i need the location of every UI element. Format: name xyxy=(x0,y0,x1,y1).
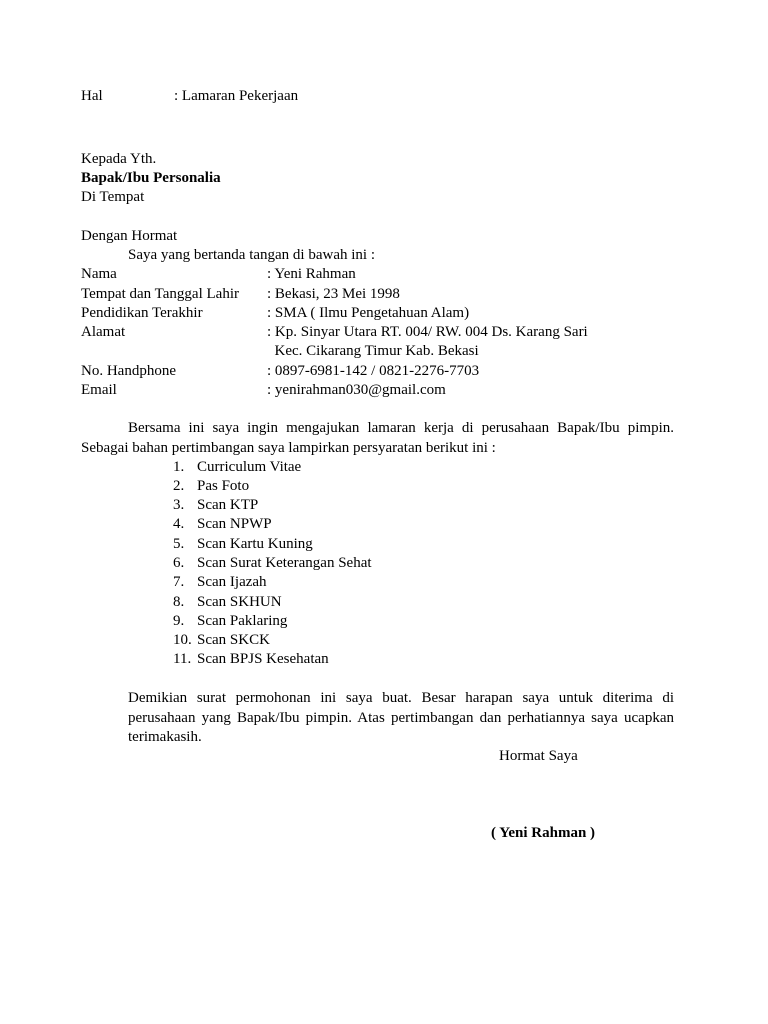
applicant-value: : yenirahman030@gmail.com xyxy=(267,382,446,398)
applicant-row-email xyxy=(81,381,681,400)
list-item: 1. Curriculum Vitae xyxy=(173,458,302,475)
recipient-line1: Kepada Yth. xyxy=(81,151,157,167)
applicant-row-address xyxy=(81,323,681,342)
applicant-row-name xyxy=(81,265,681,284)
applicant-label: Pendidikan Terakhir xyxy=(81,305,203,321)
closing-para-line2: perusahaan yang Bapak/Ibu pimpin. Atas pertimbangan dan perhatiannya saya ucapkan xyxy=(128,709,674,726)
applicant-label: Alamat xyxy=(81,324,126,340)
applicant-value: : Yeni Rahman xyxy=(267,266,356,282)
applicant-label: No. Handphone xyxy=(81,363,176,379)
recipient-line2: Bapak/Ibu Personalia xyxy=(81,170,221,186)
applicant-row-birth xyxy=(81,285,681,304)
applicant-value: Kec. Cikarang Timur Kab. Bekasi xyxy=(267,343,479,359)
applicant-value: : Bekasi, 23 Mei 1998 xyxy=(267,286,400,302)
list-item: 6. Scan Surat Keterangan Sehat xyxy=(173,554,372,571)
applicant-value: : Kp. Sinyar Utara RT. 004/ RW. 004 Ds. Karang Sari xyxy=(267,324,588,340)
greeting: Dengan Hormat xyxy=(81,228,178,244)
closing-para-line1: Demikian surat permohonan ini saya buat. Besar harapan saya untuk diterima di xyxy=(128,690,674,706)
subject-line xyxy=(81,87,299,106)
list-item: 4. Scan NPWP xyxy=(173,516,272,533)
list-item: 10. Scan SKCK xyxy=(173,632,270,649)
closing-para-line3: terimakasih. xyxy=(128,729,202,745)
applicant-label: Nama xyxy=(81,266,117,282)
applicant-value: : SMA ( Ilmu Pengetahuan Alam) xyxy=(267,305,470,321)
subject-label: Hal xyxy=(81,88,103,104)
list-item: 5. Scan Kartu Kuning xyxy=(173,535,313,552)
requirements-list xyxy=(173,458,372,670)
intro-text: Saya yang bertanda tangan di bawah ini : xyxy=(128,247,376,263)
applicant-label: Tempat dan Tanggal Lahir xyxy=(81,286,239,302)
signoff-text: Hormat Saya xyxy=(499,748,578,764)
applicant-row-education xyxy=(81,304,681,323)
list-item: 7. Scan Ijazah xyxy=(173,574,267,591)
list-item: 11. Scan BPJS Kesehatan xyxy=(173,651,329,668)
signature-name: ( Yeni Rahman ) xyxy=(491,825,596,841)
recipient-line3: Di Tempat xyxy=(81,189,145,205)
applicant-value: : 0897-6981-142 / 0821-2276-7703 xyxy=(267,363,480,379)
body-para-line1: Bersama ini saya ingin mengajukan lamaran kerja di perusahaan Bapak/Ibu pimpin. xyxy=(128,420,674,436)
body-para-line2: Sebagai bahan pertimbangan saya lampirkan persyaratan berikut ini : xyxy=(81,439,496,456)
subject-value: : Lamaran Pekerjaan xyxy=(174,88,299,104)
list-item: 2. Pas Foto xyxy=(173,477,250,494)
applicant-row-phone xyxy=(81,362,681,381)
list-item: 3. Scan KTP xyxy=(173,497,259,514)
list-item: 8. Scan SKHUN xyxy=(173,593,282,610)
list-item: 9. Scan Paklaring xyxy=(173,612,288,629)
applicant-label: Email xyxy=(81,382,117,398)
